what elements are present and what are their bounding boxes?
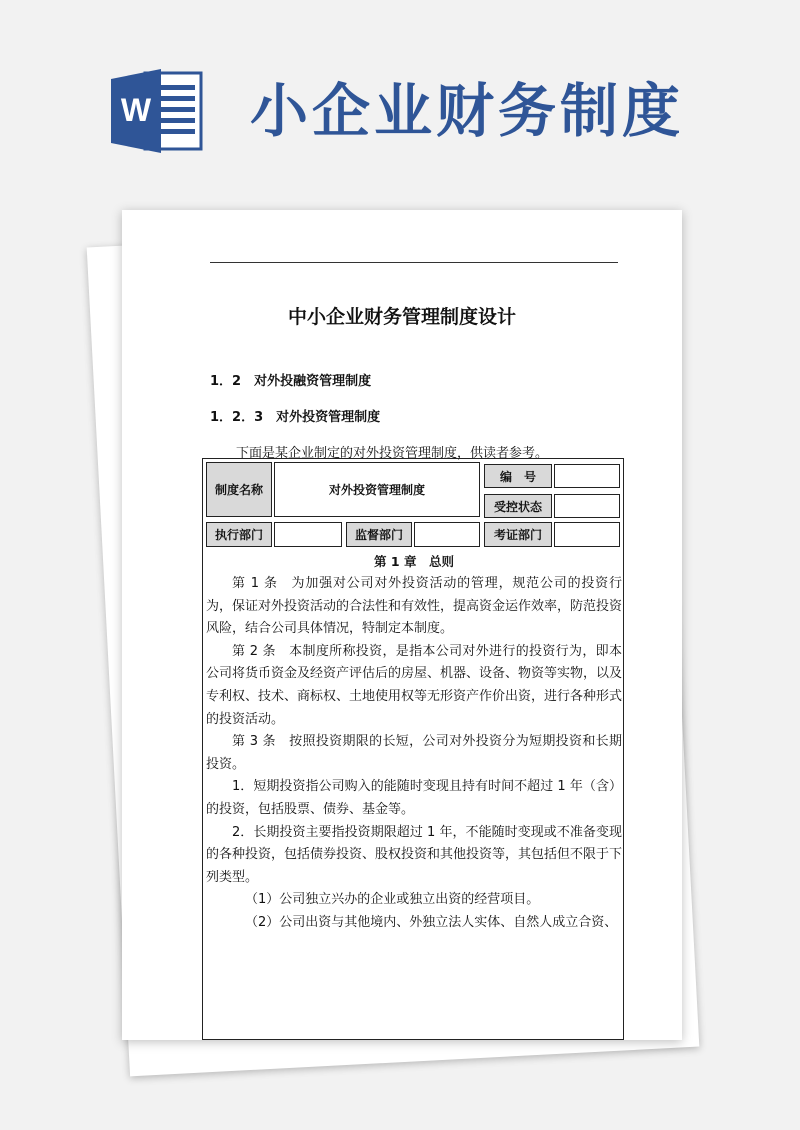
control-status-value (554, 494, 620, 518)
article-3-sub-2: （2）公司出资与其他境内、外独立法人实体、自然人成立合资、 (245, 914, 618, 930)
article-3: 第 3 条 按照投资期限的长短，公司对外投资分为短期投资和长期投资。 (206, 734, 622, 772)
intro-text: 下面是某企业制定的对外投资管理制度，供读者参考。 (236, 446, 549, 461)
verify-dept-label: 考证部门 (484, 522, 552, 547)
number-label: 编 号 (484, 464, 552, 488)
document-title: 中小企业财务管理制度设计 (287, 306, 516, 328)
document-page (122, 210, 682, 1040)
article-3-sub-1: （1）公司独立兴办的企业或独立出资的经营项目。 (245, 892, 540, 908)
exec-dept-value (274, 522, 342, 547)
banner (0, 0, 800, 200)
article-3-item-2: 2．长期投资主要指投资期限超过 1 年，不能随时变现或不准备变现的各种投资，包括债券投资、股权投资和其他投资等，其包括但不限于下列类型。 (206, 824, 623, 885)
supervise-dept-value (414, 522, 480, 547)
word-logo-letter: W (120, 92, 152, 128)
word-icon (111, 69, 203, 153)
banner-title: 小企业财务制度 (250, 77, 685, 145)
name-value: 对外投资管理制度 (274, 462, 480, 517)
subsection-heading: 1．2．3 对外投资管理制度 (210, 410, 381, 425)
name-label: 制度名称 (206, 462, 272, 517)
control-status-label: 受控状态 (484, 494, 552, 518)
regulation-content (206, 551, 622, 935)
supervise-dept-label: 监督部门 (346, 522, 412, 547)
section-heading: 1．2 对外投融资管理制度 (210, 374, 372, 389)
exec-dept-label: 执行部门 (206, 522, 272, 547)
verify-dept-value (554, 522, 620, 547)
article-1: 第 1 条 为加强对公司对外投资活动的管理，规范公司的投资行为，保证对外投资活动的合法性和有效性，提高资金运作效率，防范投资风险，结合公司具体情况，特制定本制度。 (206, 576, 623, 637)
header-rule (210, 262, 618, 263)
article-3-item-1: 1．短期投资指公司购入的能随时变现且持有时间不超过 1 年（含）的投资，包括股票、债券、基金等。 (206, 779, 622, 817)
chapter-heading: 第 1 章 总则 (374, 554, 454, 569)
article-2: 第 2 条 本制度所称投资，是指本公司对外进行的投资行为，即本公司将货币资金及经资产评估后的房屋、机器、设备、物资等实物，以及专利权、技术、商标权、土地使用权等无形资产作价出资，进行各种形式的投资活动。 (206, 643, 623, 727)
number-value (554, 464, 620, 488)
